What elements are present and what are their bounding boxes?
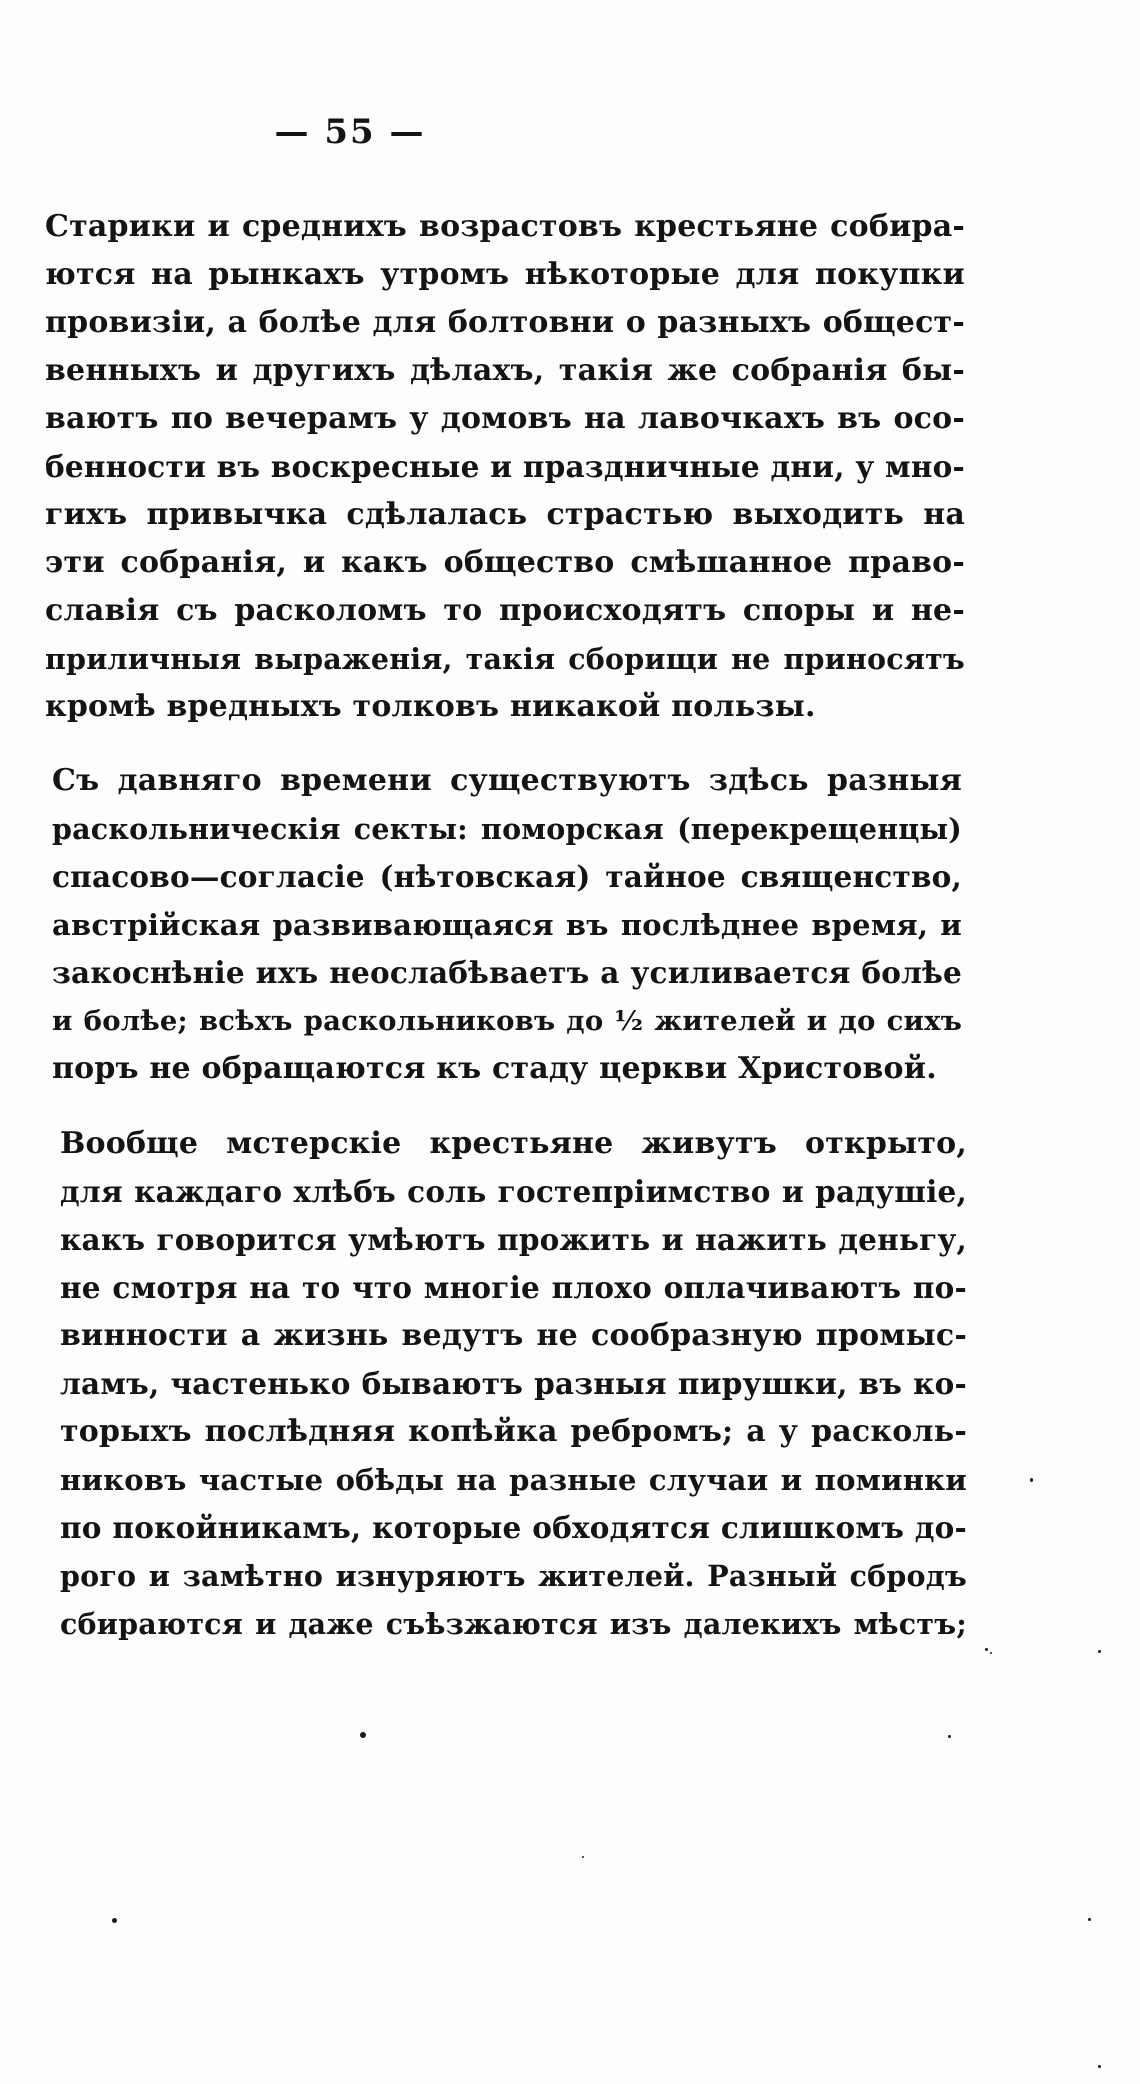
text-line: по покойникамъ, которые обходятся слишкомъ до- <box>60 1510 967 1545</box>
text-line: сбираются и даже съѣзжаются изъ далекихъ мѣстъ; <box>60 1607 967 1641</box>
paragraph-2 <box>52 757 962 1093</box>
scan-speck <box>582 1856 584 1858</box>
scan-speck <box>948 1735 951 1738</box>
text-line: поръ не обращаются къ стаду церкви Христовой. <box>52 1051 937 1086</box>
text-line: для каждаго хлѣбъ соль гостепріимство и радушіе, <box>60 1174 967 1209</box>
text-line: бенности въ воскресные и праздничные дни, у мно- <box>45 449 965 484</box>
page-number: — 55 — <box>274 112 426 152</box>
scan-speck <box>1098 1650 1101 1653</box>
text-line: ламъ, частенько бываютъ разныя пирушки, въ ко- <box>60 1366 967 1401</box>
text-line: рого и замѣтно изнуряютъ жителей. Разный сбродъ <box>60 1559 967 1593</box>
text-line: и болѣе; всѣхъ раскольниковъ до ½ жителей и до сихъ <box>52 1005 962 1037</box>
text-line: торыхъ послѣдняя копѣйка ребромъ; а у расколь- <box>60 1414 967 1449</box>
text-line: винности а жизнь ведутъ не сообразную промыс- <box>60 1318 967 1353</box>
scan-speck <box>360 1732 366 1738</box>
scan-speck <box>112 1918 117 1923</box>
text-line: ваютъ по вечерамъ у домовъ на лавочкахъ въ осо- <box>45 401 965 436</box>
text-line: какъ говорится умѣютъ прожить и нажить деньгу, <box>60 1222 967 1257</box>
text-line: кромѣ вредныхъ толковъ никакой пользы. <box>45 689 816 724</box>
text-line: гихъ привычка сдѣлалась страстью выходить на <box>45 497 965 532</box>
paragraph-1 <box>45 203 965 731</box>
text-line: раскольническія секты: поморская (перекрещенцы) <box>52 812 962 846</box>
text-line: провизіи, а болѣе для болтовни о разныхъ общест- <box>45 305 965 340</box>
text-line: Съ давняго времени существуютъ здѣсь разныя <box>52 763 962 798</box>
text-line: ются на рынкахъ утромъ нѣкоторые для покупки <box>45 257 965 292</box>
scan-speck <box>1098 2065 1101 2068</box>
text-line: приличныя выраженія, такія сборищи не приносятъ <box>45 642 965 676</box>
scan-speck <box>985 1648 988 1651</box>
scan-speck <box>990 1652 992 1654</box>
scan-speck <box>1030 1478 1033 1482</box>
text-line: австрійская развивающаяся въ послѣднее время, и <box>52 908 962 942</box>
text-line: венныхъ и другихъ дѣлахъ, такія же собранія бы- <box>45 353 965 388</box>
text-line: Старики и среднихъ возрастовъ крестьяне собира- <box>45 209 965 244</box>
scan-speck <box>1088 1918 1091 1921</box>
text-line: Вообще мстерскіе крестьяне живутъ открыто, <box>60 1126 967 1161</box>
text-line: спасово—согласіе (нѣтовская) тайное священство, <box>52 859 962 894</box>
paragraph-3 <box>60 1120 967 1648</box>
text-line: закоснѣніе ихъ неослабѣваетъ а усиливается болѣе <box>52 955 962 990</box>
text-line: никовъ частые обѣды на разные случаи и поминки <box>60 1463 967 1497</box>
text-line: не смотря на то что многіе плохо оплачиваютъ по- <box>60 1270 967 1305</box>
text-line: эти собранія, и какъ общество смѣшанное право- <box>45 545 965 580</box>
text-line: славія съ расколомъ то происходятъ споры и не- <box>45 593 965 628</box>
